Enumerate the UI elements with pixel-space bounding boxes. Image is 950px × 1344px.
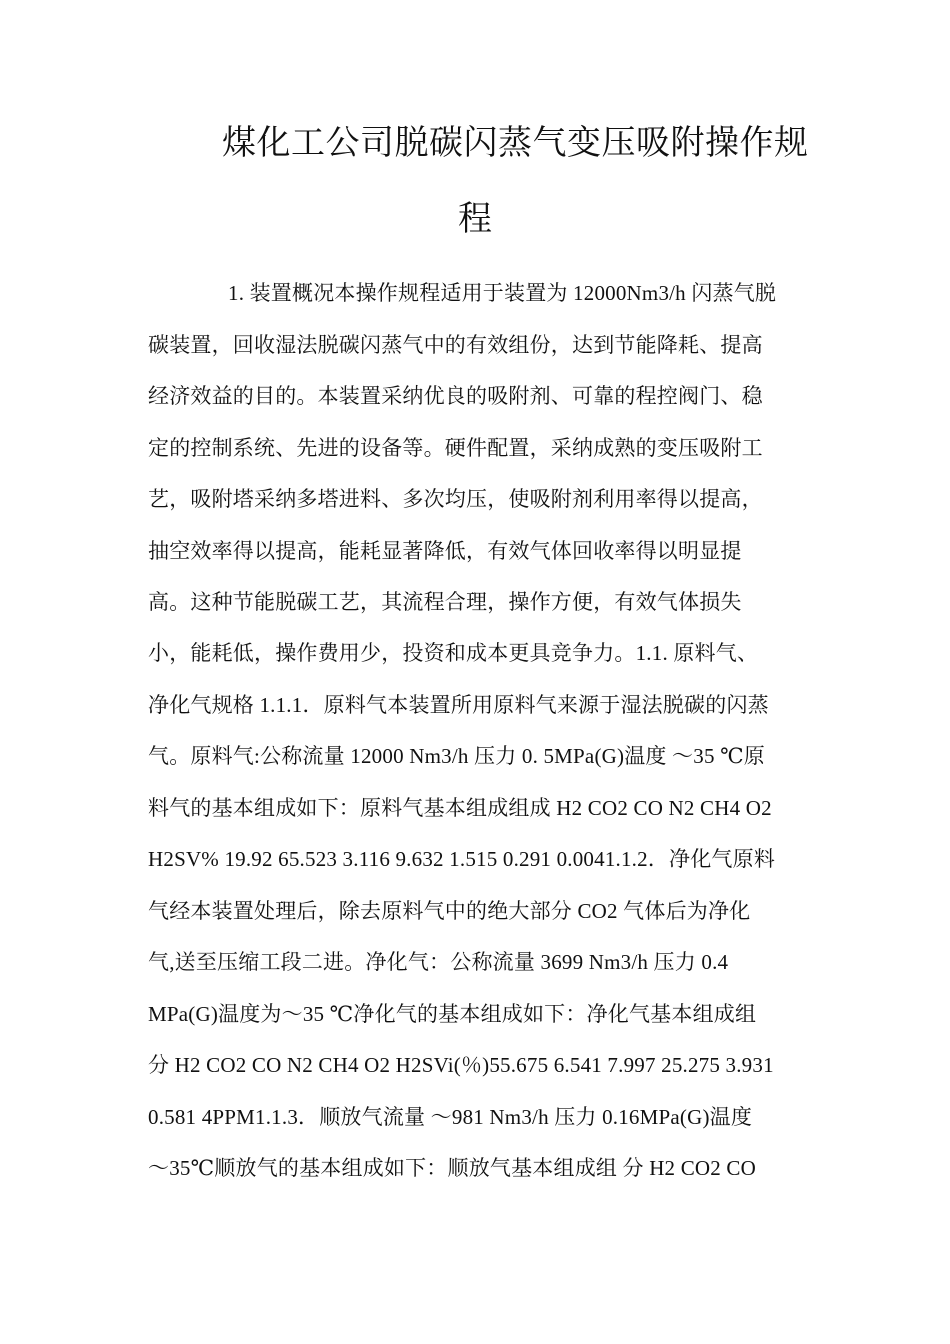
paragraph-line: 净化气规格 1.1.1．原料气本装置所用原料气来源于湿法脱碳的闪蒸 (148, 693, 769, 717)
paragraph-line: 气,送至压缩工段二进。净化气：公称流量 3699 Nm3/h 压力 0.4 (148, 950, 729, 974)
paragraph-line: 气。原料气:公称流量 12000 Nm3/h 压力 0. 5MPa(G)温度 ～35 ℃原 (148, 744, 765, 768)
paragraph-line: 分 H2 CO2 CO N2 CH4 O2 H2SVi(％)55.675 6.541 7.997 25.275 3.931 (148, 1053, 774, 1077)
paragraph-line: 1. 装置概况本操作规程适用于装置为 12000Nm3/h 闪蒸气脱 (228, 281, 777, 305)
document-title-line-1: 煤化工公司脱碳闪蒸气变压吸附操作规 (222, 125, 809, 162)
paragraph-line: 经济效益的目的。本装置采纳优良的吸附剂、可靠的程控阀门、稳 (148, 384, 763, 408)
paragraph-line: 高。这种节能脱碳工艺，其流程合理，操作方便，有效气体损失 (148, 590, 742, 614)
document-title-line-2: 程 (458, 201, 493, 238)
paragraph-line: 小，能耗低，操作费用少，投资和成本更具竞争力。1.1. 原料气、 (148, 641, 759, 665)
paragraph-line: 碳装置，回收湿法脱碳闪蒸气中的有效组份，达到节能降耗、提高 (148, 333, 763, 357)
paragraph-line: ～35℃顺放气的基本组成如下：顺放气基本组成组 分 H2 CO2 CO (148, 1156, 756, 1180)
paragraph-line: MPa(G)温度为～35 ℃净化气的基本组成如下：净化气基本组成组 (148, 1002, 757, 1026)
paragraph-line: 料气的基本组成如下：原料气基本组成组成 H2 CO2 CO N2 CH4 O2 (148, 796, 772, 820)
paragraph-line: H2SV% 19.92 65.523 3.116 9.632 1.515 0.291 0.0041.1.2．净化气原料 (148, 847, 776, 871)
paragraph-line: 0.581 4PPM1.1.3．顺放气流量 ～981 Nm3/h 压力 0.16MPa(G)温度 (148, 1105, 753, 1129)
paragraph-line: 气经本装置处理后，除去原料气中的绝大部分 CO2 气体后为净化 (148, 899, 751, 923)
paragraph-line: 定的控制系统、先进的设备等。硬件配置，采纳成熟的变压吸附工 (148, 436, 763, 460)
paragraph-line: 艺，吸附塔采纳多塔进料、多次均压，使吸附剂利用率得以提高， (148, 487, 763, 511)
paragraph-line: 抽空效率得以提高，能耗显著降低，有效气体回收率得以明显提 (148, 539, 742, 563)
